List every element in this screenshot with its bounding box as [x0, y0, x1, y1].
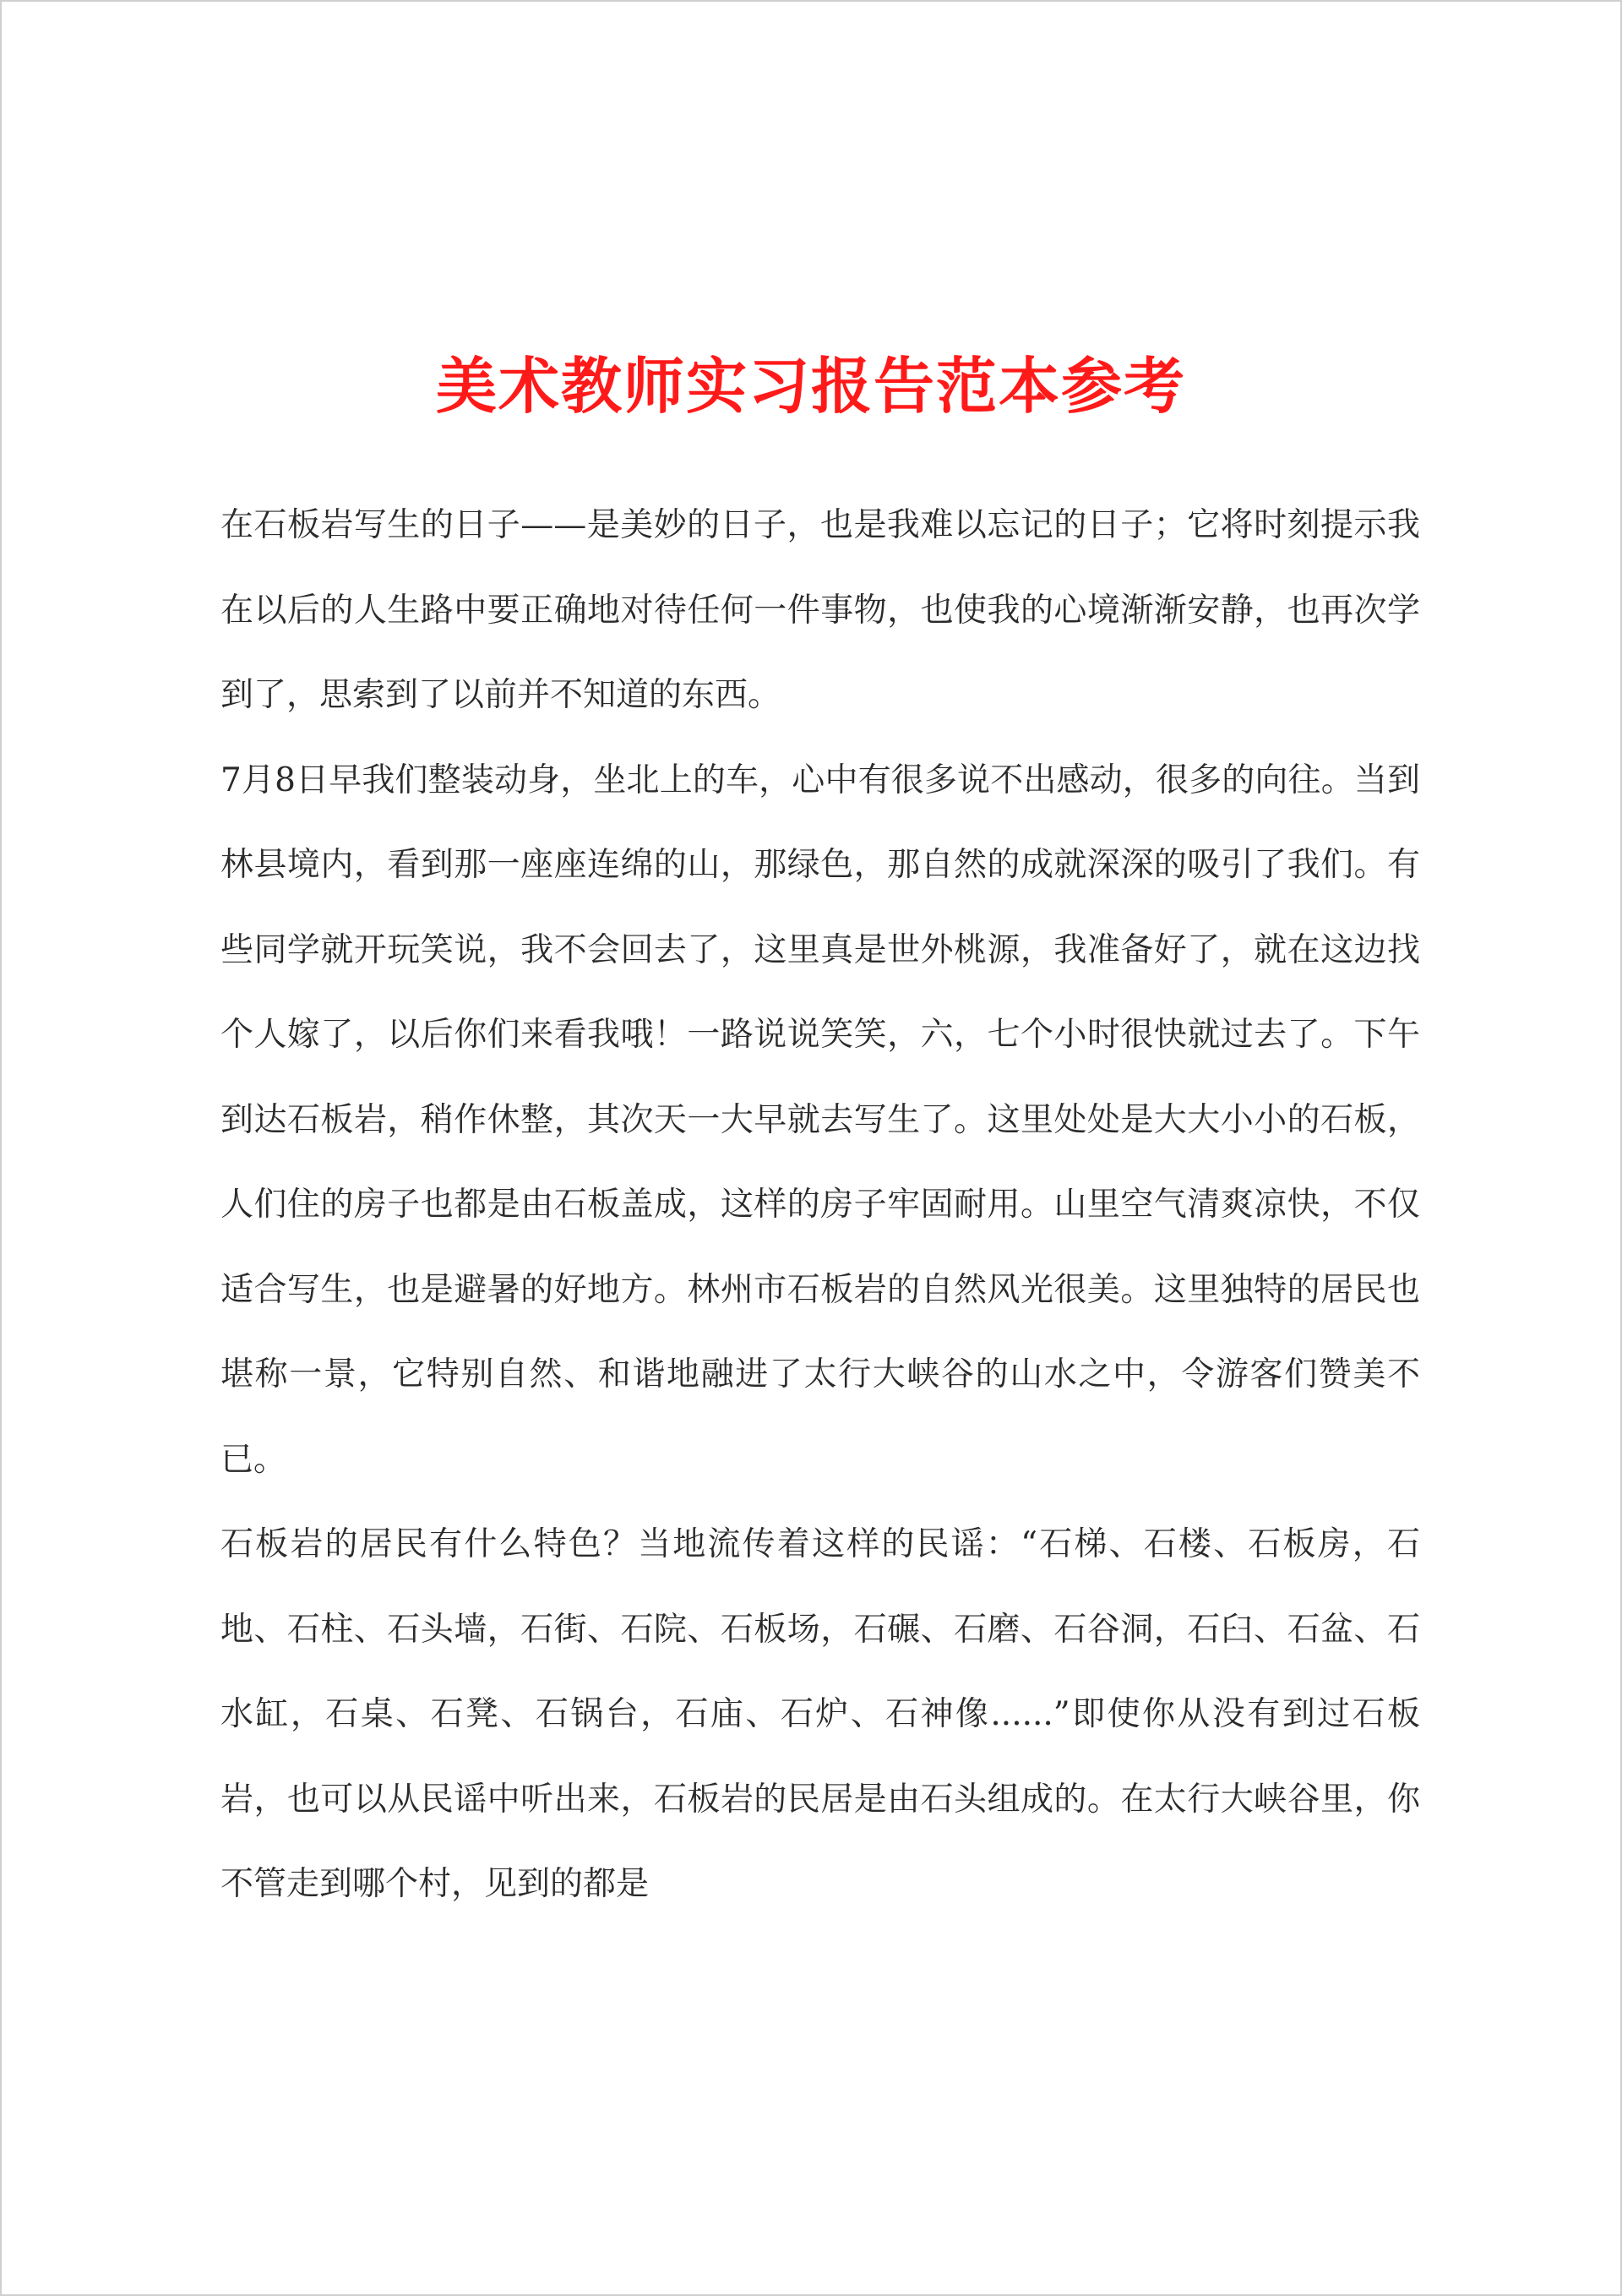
paragraph-journey: 7月8日早我们整装动身，坐北上的车，心中有很多说不出感动，很多的向往。当到林县境内，看到那一座座连绵的山，那绿色，那自然的成就深深的吸引了我们。有些同学就开玩笑说，我不会回去了，这里真是世外桃源，我准备好了，就在这边找个人嫁了，以后你们来看我哦！一路说说笑笑，六，七个小时很快就过去了。下午到达石板岩，稍作休整，其次天一大早就去写生了。这里处处是大大小小的石板，人们住的房子也都是由石板盖成，这样的房子牢固耐用。山里空气清爽凉快，不仅适合写生，也是避暑的好地方。林州市石板岩的自然风光很美。这里独特的居民也堪称一景，它特别自然、和谐地融进了太行大峡谷的山水之中，令游客们赞美不已。	[220, 761, 1420, 1479]
paragraph-intro: 在石板岩写生的日子——是美妙的日子，也是我难以忘记的日子；它将时刻提示我在以后的人生路中要正确地对待任何一件事物，也使我的心境渐渐安静，也再次学到了，思索到了以前并不知道的东西。	[220, 506, 1420, 714]
document-title: 美术教师实习报告范本参考	[435, 350, 1186, 422]
document-body	[220, 483, 1420, 1928]
paragraph-residents: 石板岩的居民有什么特色？当地流传着这样的民谣：“石梯、石楼、石板房，石地、石柱、石头墙，石街、石院、石板场，石碾、石磨、石谷洞，石臼、石盆、石水缸，石桌、石凳、石锅台，石庙、石炉、石神像......”即使你从没有到过石板岩，也可以从民谣中听出来，石板岩的民居是由石头组成的。在太行大峡谷里，你不管走到哪个村，见到的都是	[220, 1525, 1420, 1903]
